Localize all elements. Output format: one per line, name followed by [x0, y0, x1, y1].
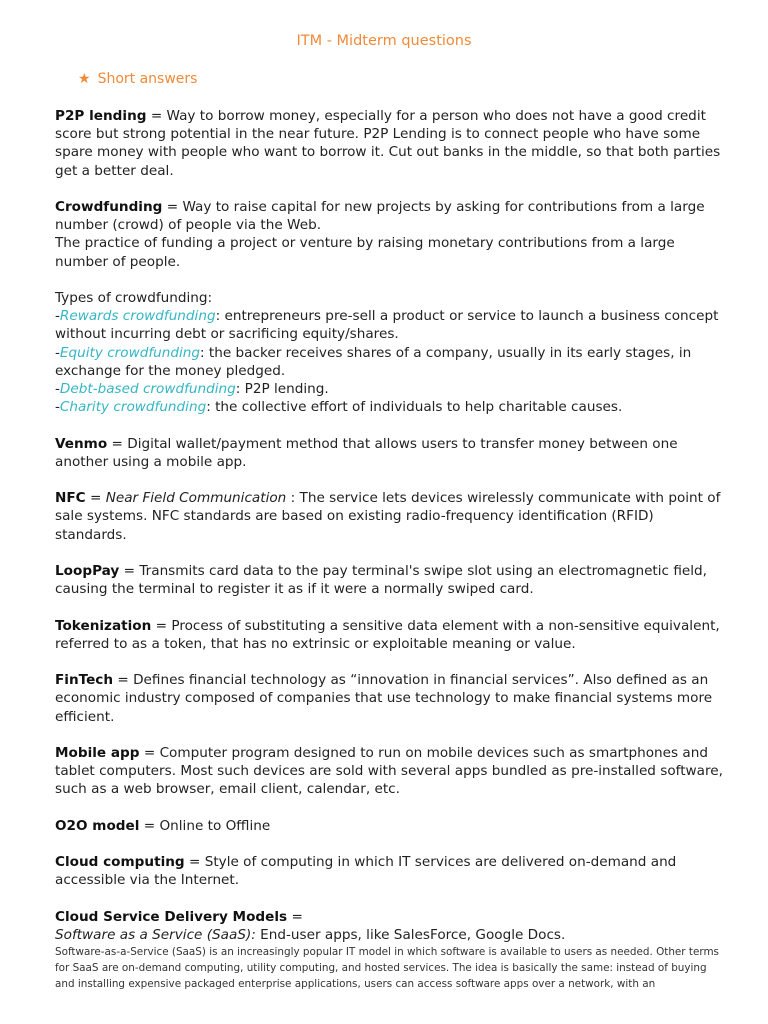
type-desc: : the backer receives shares of a company, usually in its early stages, in exchange for the money pledged. — [55, 344, 692, 379]
definition-text: Style of computing in which IT services are delivered on-demand and accessible via the Internet. — [55, 854, 677, 889]
equals-sign: = — [155, 617, 168, 634]
term-label: Venmo — [55, 435, 108, 452]
entry-cloud-computing — [55, 853, 727, 889]
definition-text: Defines financial technology as “innovation in financial services”. Also defined as an economic industry composed of companies that use technology to make financial systems more efficient. — [55, 672, 713, 725]
equals-sign: = — [143, 744, 156, 761]
entry-nfc — [55, 489, 727, 544]
term-label: O2O model — [55, 817, 140, 834]
definition-text: Way to raise capital for new projects by asking for contributions from a large number (crowd) of people via the Web. — [55, 199, 705, 234]
entry-looppay — [55, 562, 727, 598]
type-name: Debt-based crowdfunding — [59, 381, 236, 398]
definition-text: Digital wallet/payment method that allows users to transfer money between one another using a mobile app. — [55, 435, 678, 470]
equals-sign: = — [89, 490, 102, 507]
definition-text: : The service lets devices wirelessly communicate with point of sale systems. NFC standards are based on existing radio-frequency identification (RFID) standards. — [55, 490, 721, 543]
type-desc: : P2P lending. — [235, 381, 329, 398]
type-desc: : the collective effort of individuals to help charitable causes. — [206, 399, 623, 416]
equals-sign: = — [117, 672, 129, 689]
saas-detail: Software-as-a-Service (SaaS) is an increasingly popular IT model in which software is available to users as needed. Other terms for SaaS are on-demand computing, utility computing, and hosted services. The idea is basically the same: instead of buying and installing expensive packaged enterprise applications, users can access software apps over a network, with an — [55, 946, 719, 991]
equals-sign: = — [143, 817, 156, 834]
entry-o2o-model — [55, 817, 727, 835]
equals-sign: = — [123, 563, 136, 579]
entry-tokenization — [55, 617, 727, 653]
entry-crowdfunding-alt: The practice of funding a project or venture by raising monetary contributions from a large number of people. — [55, 235, 675, 270]
type-name: Equity crowdfunding — [59, 344, 201, 361]
term-label: P2P lending — [55, 108, 147, 124]
equals-sign: = — [291, 908, 303, 925]
term-label: Tokenization — [55, 617, 152, 634]
entry-venmo — [55, 435, 727, 471]
star-icon: ★ — [78, 71, 91, 87]
term-label: Mobile app — [55, 744, 140, 761]
entry-mobile-app — [55, 744, 727, 799]
entry-p2p-lending — [55, 107, 727, 180]
entry-cloud-service-models — [55, 908, 727, 944]
term-label: NFC — [55, 490, 86, 507]
type-name: Rewards crowdfunding — [59, 308, 216, 325]
term-label: LoopPay — [55, 563, 120, 579]
definition-text: Way to borrow money, especially for a person who does not have a good credit score but strong potential in the near future. P2P Lending is to connect people who have some spare money with people who want to borrow it. Cut out banks in the middle, so that both parties get a better deal. — [55, 108, 721, 179]
crowdfunding-types: Types of crowdfunding: -Rewards crowdfunding: entrepreneurs pre-sell a product or service to launch a business concept without incurring debt or sacrificing equity/shares. -Equity crowdfunding: the backer receives shares of a company, usually in its early stages, in exchange for the money pledged. -Debt-based crowdfunding: P2P lending. -Charity crowdfunding: the collective effort of individuals to help charitable causes. — [55, 290, 719, 416]
type-name: Charity crowdfunding — [59, 399, 207, 416]
definition-text: Transmits card data to the pay terminal's swipe slot using an electromagnetic field, causing the terminal to register it as if it were a normally swiped card. — [55, 563, 707, 598]
saas-label: Software as a Service (SaaS): — [55, 926, 256, 943]
term-label: Crowdfunding — [55, 199, 163, 215]
definition-text: Online to Offline — [159, 817, 271, 834]
document-body — [55, 107, 727, 1010]
nfc-full-name: Near Field Communication — [105, 490, 287, 507]
entry-fintech — [55, 671, 727, 726]
equals-sign: = — [166, 199, 179, 215]
saas-text: End-user apps, like SalesForce, Google Docs. — [255, 926, 566, 943]
definition-text: Process of substituting a sensitive data element with a non-sensitive equivalent, referred to as a token, that has no extrinsic or exploitable meaning or value. — [55, 617, 720, 652]
type-desc: : entrepreneurs pre-sell a product or service to launch a business concept without incurring debt or sacrificing equity/shares. — [55, 308, 719, 343]
definition-text: Computer program designed to run on mobile devices such as smartphones and tablet computers. Most such devices are sold with several apps bundled as pre-installed software, such as a web browser, email client, calendar, etc. — [55, 744, 723, 798]
equals-sign: = — [111, 435, 123, 452]
equals-sign: = — [188, 854, 201, 871]
types-heading: Types of crowdfunding: — [55, 290, 213, 306]
entry-crowdfunding — [55, 198, 727, 234]
term-label: Cloud computing — [55, 854, 185, 871]
term-label: Cloud Service Delivery Models — [55, 908, 288, 925]
equals-sign: = — [150, 108, 163, 124]
section-heading — [78, 71, 197, 87]
term-label: FinTech — [55, 672, 114, 689]
page-title: ITM - Midterm questions — [296, 33, 472, 49]
section-heading-label: Short answers — [97, 71, 198, 87]
